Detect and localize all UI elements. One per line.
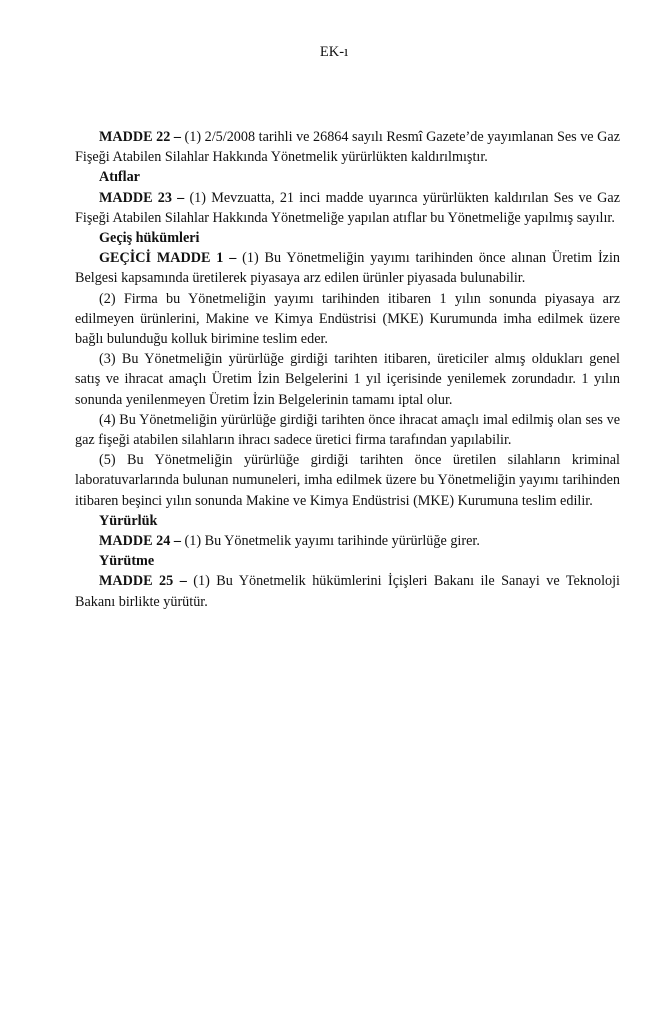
document-body <box>75 127 620 612</box>
article-25-text: (1) Bu Yönetmelik hükümlerini İçişleri Bakanı ile Sanayi ve Teknoloji Bakanı birlikte yürütür. <box>75 573 620 610</box>
section-heading-atiflar: Atıflar <box>99 169 140 186</box>
article-25 <box>75 571 620 611</box>
article-25-title: MADDE 25 – <box>99 573 187 590</box>
article-23-text: (1) Mevzuatta, 21 inci madde uyarınca yürürlükten kaldırılan Ses ve Gaz Fişeği Atabilen Silahlar Hakkında Yönetmeliğe yapılan atıflar bu Yönetmeliğe yapılmış sayılır. <box>75 189 620 226</box>
section-heading-yururluk: Yürürlük <box>99 512 158 529</box>
provisional-article-1-para-1: (1) Bu Yönetmeliğin yayımı tarihinden önce alınan Üretim İzin Belgesi kapsamında üretilerek piyasaya arz edilen ürünler piyasada bulunabilir. <box>75 250 621 287</box>
section-heading-gecis: Geçiş hükümleri <box>99 230 200 247</box>
provisional-article-1-title: GEÇİCİ MADDE 1 – <box>99 250 237 267</box>
provisional-article-1-para-2: (2) Firma bu Yönetmeliğin yayımı tarihinden itibaren 1 yılın sonunda piyasaya arz edilmeyen ürünlerini, Makine ve Kimya Endüstrisi (MKE) Kurumunda imha edilmek üzere bağlı bulunduğu kolluk birimine teslim eder. <box>75 290 620 348</box>
provisional-article-1-para-5: (5) Bu Yönetmeliğin yürürlüğe girdiği tarihten önce üretilen silahların kriminal laboratuvarlarında bulunan numuneleri, imha edilmek üzere bu Yönetmeliğin yayımı tarihinden itibaren beşinci yılın sonunda Makine ve Kimya Endüstrisi (MKE) Kurumuna teslim edilir. <box>75 452 620 509</box>
section-heading-yurutme: Yürütme <box>99 553 155 570</box>
article-22 <box>75 127 620 167</box>
article-22-title: MADDE 22 – <box>99 129 181 145</box>
article-24 <box>75 531 620 551</box>
article-24-title: MADDE 24 – <box>99 533 181 550</box>
provisional-article-1-para-3: (3) Bu Yönetmeliğin yürürlüğe girdiği tarihten itibaren, üreticiler almış oldukları genel satış ve ihracat amaçlı Üretim İzin Belgelerini 1 yıl içerisinde yenilemek zorundadır. 1 yılın sonunda yenilenmeyen Üretim İzin Belgelerinin tamamı iptal olur. <box>75 351 620 408</box>
page-header: EK-ı <box>319 44 349 60</box>
provisional-article-1-para-4: (4) Bu Yönetmeliğin yürürlüğe girdiği tarihten önce ihracat amaçlı imal edilmiş olan ses ve gaz fişeği atabilen silahların ihracı sadece üretici firma tarafından yapılabilir. <box>75 411 620 449</box>
article-23 <box>75 188 620 228</box>
article-23-title: MADDE 23 – <box>99 189 185 206</box>
article-22-text: (1) 2/5/2008 tarihli ve 26864 sayılı Resmî Gazete’de yayımlanan Ses ve Gaz Fişeği Atabilen Silahlar Hakkında Yönetmelik yürürlükten kaldırılmıştır. <box>75 129 620 166</box>
article-24-text: (1) Bu Yönetmelik yayımı tarihinde yürürlüğe girer. <box>180 533 480 550</box>
provisional-article-1 <box>75 248 620 288</box>
